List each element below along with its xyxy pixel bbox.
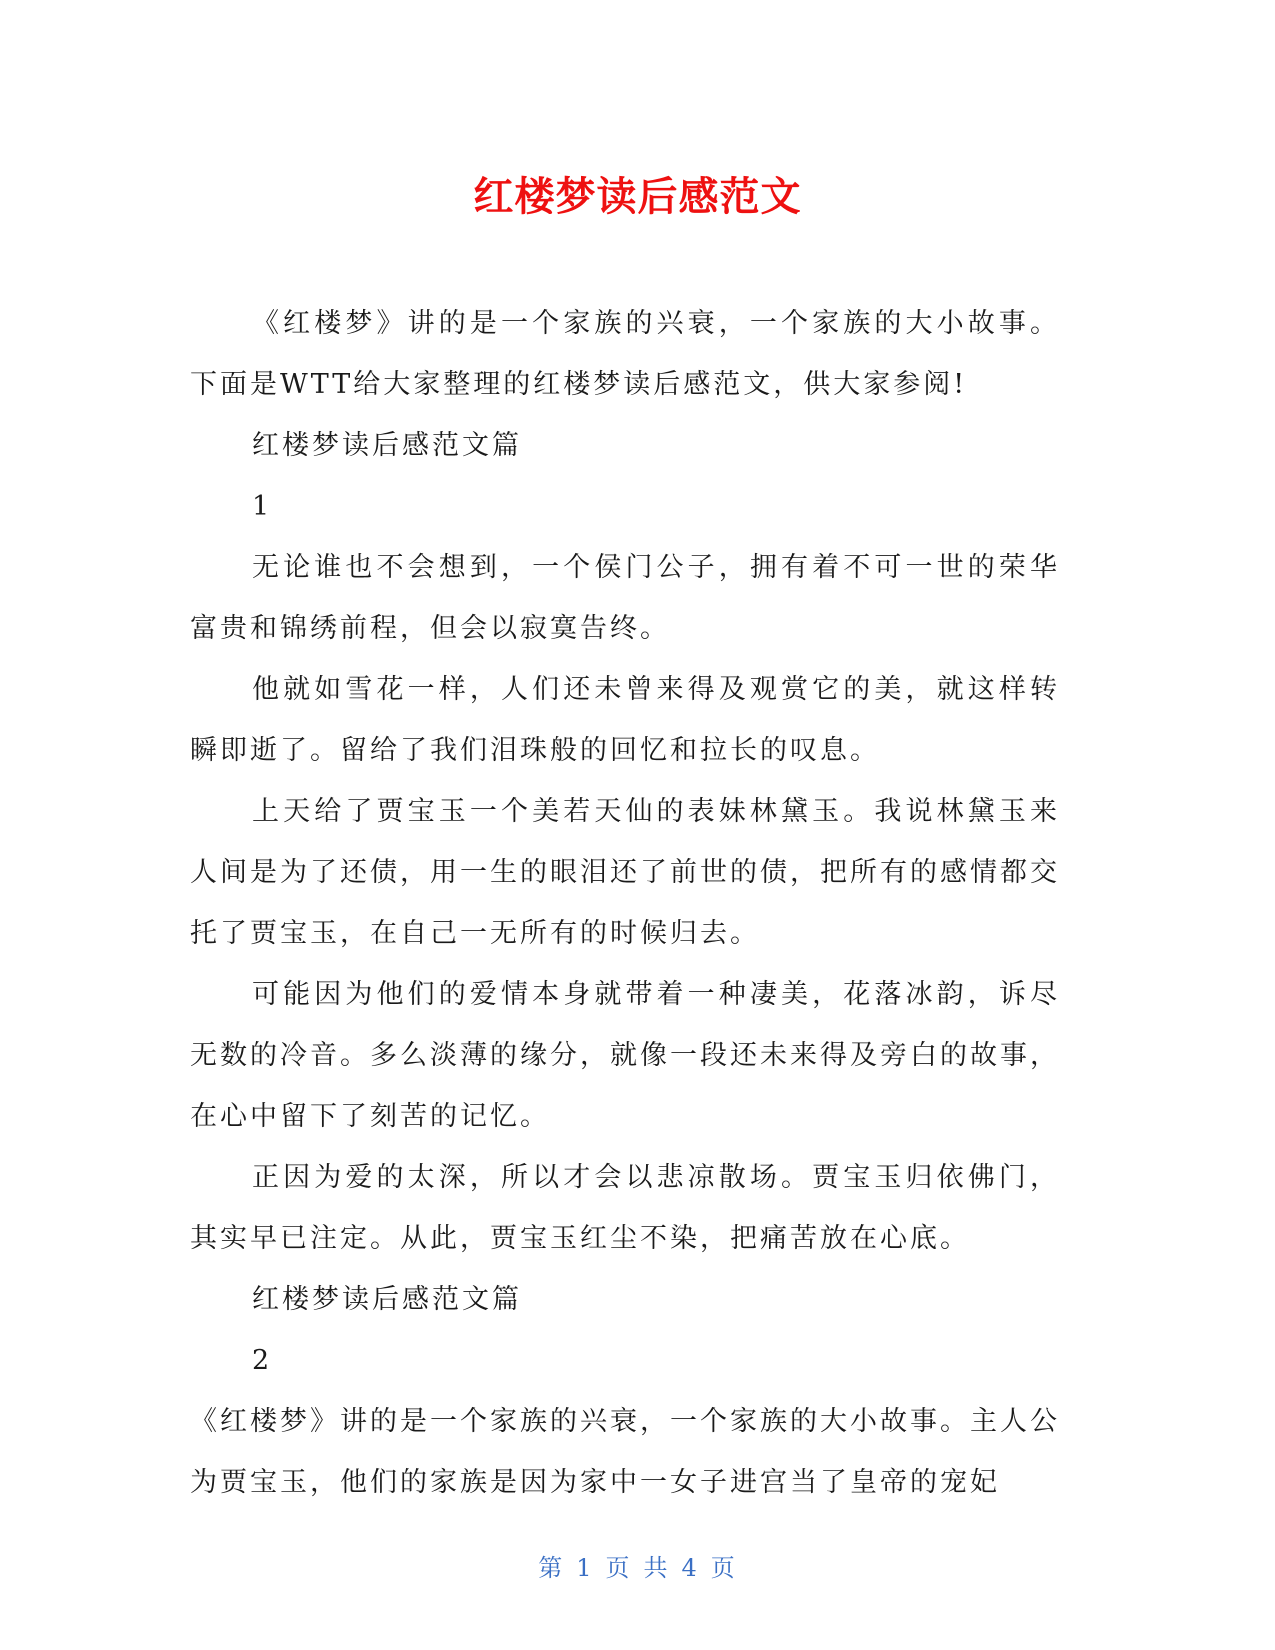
footer-total-word: 共	[643, 1554, 670, 1582]
document-title: 红楼梦读后感范文	[473, 174, 802, 220]
paragraph-2: 他就如雪花一样，人们还未曾来得及观赏它的美，就这样转瞬即逝了。留给了我们泪珠般的回忆和拉长的叹息。	[190, 674, 1060, 766]
footer-page-word: 页	[605, 1554, 632, 1582]
section-number-2: 2	[252, 1345, 273, 1376]
paragraph-4: 可能因为他们的爱情本身就带着一种凄美，花落冰韵，诉尽无数的冷音。多么淡薄的缘分，就像一段还未来得及旁白的故事，在心中留下了刻苦的记忆。	[190, 979, 1060, 1132]
paragraph-3: 上天给了贾宝玉一个美若天仙的表妹林黛玉。我说林黛玉来人间是为了还债，用一生的眼泪还了前世的债，把所有的感情都交托了贾宝玉，在自己一无所有的时候归去。	[190, 796, 1060, 949]
section-heading-1: 红楼梦读后感范文篇	[252, 430, 522, 461]
footer-suffix: 页	[710, 1554, 737, 1582]
paragraph-5: 正因为爱的太深，所以才会以悲凉散场。贾宝玉归依佛门，其实早已注定。从此，贾宝玉红尘不染，把痛苦放在心底。	[190, 1162, 1060, 1254]
page-footer	[0, 1548, 1275, 1583]
document-body	[190, 293, 1060, 1513]
footer-total-pages: 4	[681, 1554, 699, 1582]
paragraph-1: 无论谁也不会想到，一个侯门公子，拥有着不可一世的荣华富贵和锦绣前程，但会以寂寞告终。	[190, 552, 1060, 644]
footer-current-page: 1	[576, 1554, 594, 1582]
footer-prefix: 第	[538, 1554, 565, 1582]
section-number-1: 1	[252, 491, 273, 522]
paragraph-intro: 《红楼梦》讲的是一个家族的兴衰，一个家族的大小故事。下面是WTT给大家整理的红楼梦读后感范文，供大家参阅!	[190, 308, 1060, 400]
section-heading-2: 红楼梦读后感范文篇	[252, 1284, 522, 1315]
paragraph-6: 《红楼梦》讲的是一个家族的兴衰，一个家族的大小故事。主人公为贾宝玉，他们的家族是因为家中一女子进宫当了皇帝的宠妃	[190, 1406, 1060, 1498]
